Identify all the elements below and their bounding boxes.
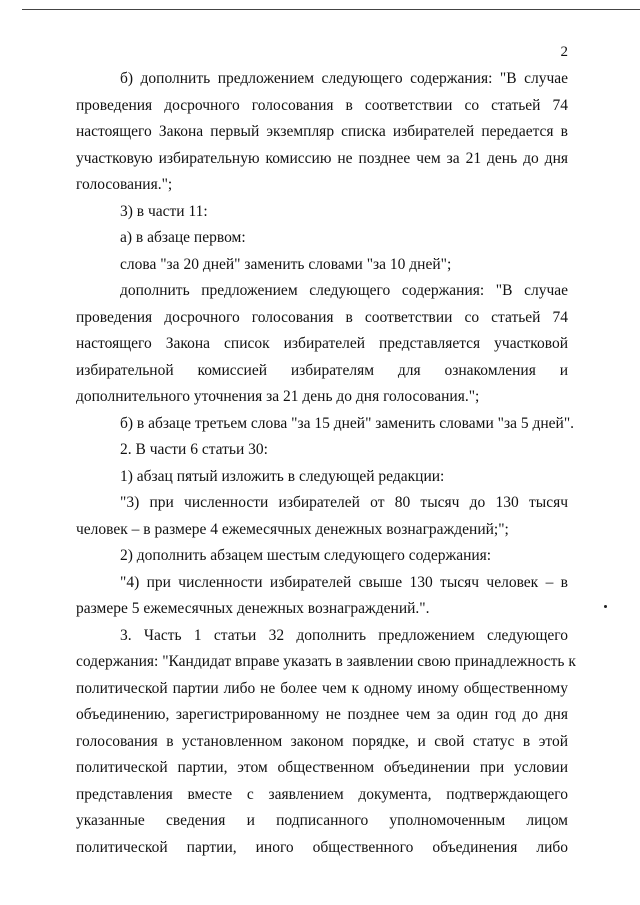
text-line: б) в абзаце третьем слова "за 15 дней" заменить словами "за 5 дней".	[120, 414, 575, 432]
text-line: слова "за 20 дней" заменить словами "за 10 дней";	[120, 255, 452, 273]
page-number: 2	[560, 44, 568, 60]
text-line: 3) в части 11:	[120, 202, 208, 220]
text-line: голосования в установленном законом порядке, и свой статус в этой	[76, 732, 568, 750]
text-line: политической партии, этом общественном объединении при условии	[76, 759, 568, 776]
text-line: "3) при численности избирателей от 80 тысяч до 130 тысяч	[120, 494, 568, 511]
text-line: политической партии, иного общественного объединения либо	[76, 838, 568, 856]
text-line: а) в абзаце первом:	[120, 229, 246, 246]
text-line: голосования.";	[76, 176, 173, 193]
text-line: указанные сведения и подписанного уполномоченным лицом	[76, 812, 568, 829]
text-line: представления вместе с заявлением документа, подтверждающего	[76, 785, 568, 803]
text-line: избирательной комиссией избирателям для ознакомления и	[76, 361, 568, 379]
text-line: настоящего Закона первый экземпляр списка избирателей передается в	[76, 123, 568, 140]
text-line: настоящего Закона список избирателей представляется участковой	[76, 335, 568, 352]
text-line: политической партии либо не более чем к одному иному общественному	[76, 679, 568, 697]
text-line: участковую избирательную комиссию не позднее чем за 21 день до дня	[76, 149, 568, 167]
text-line: дополнительного уточнения за 21 день до дня голосования.";	[76, 388, 480, 405]
text-line: 1) абзац пятый изложить в следующей редакции:	[120, 467, 445, 485]
scan-speck	[604, 605, 607, 608]
text-line: 3. Часть 1 статьи 32 дополнить предложением следующего	[120, 626, 568, 644]
top-border-line	[22, 9, 640, 10]
text-line: 2. В части 6 статьи 30:	[120, 441, 268, 458]
text-line: 2) дополнить абзацем шестым следующего содержания:	[120, 547, 492, 564]
text-line: проведения досрочного голосования в соответствии со статьей 74	[76, 96, 568, 114]
text-line: содержания: "Кандидат вправе указать в заявлении свою принадлежность к	[76, 653, 576, 670]
text-line: объединению, зарегистрированному не позднее чем за один год до дня	[76, 706, 568, 723]
text-line: дополнить предложением следующего содержания: "В случае	[120, 282, 568, 299]
text-line: "4) при численности избирателей свыше 130 тысяч человек – в	[120, 573, 568, 591]
text-line: размере 5 ежемесячных денежных вознаграждений.".	[76, 600, 430, 617]
document-body	[76, 66, 576, 861]
text-line: проведения досрочного голосования в соответствии со статьей 74	[76, 308, 568, 326]
text-line: б) дополнить предложением следующего содержания: "В случае	[120, 70, 568, 87]
text-line: человек – в размере 4 ежемесячных денежных вознаграждений;";	[76, 520, 509, 538]
